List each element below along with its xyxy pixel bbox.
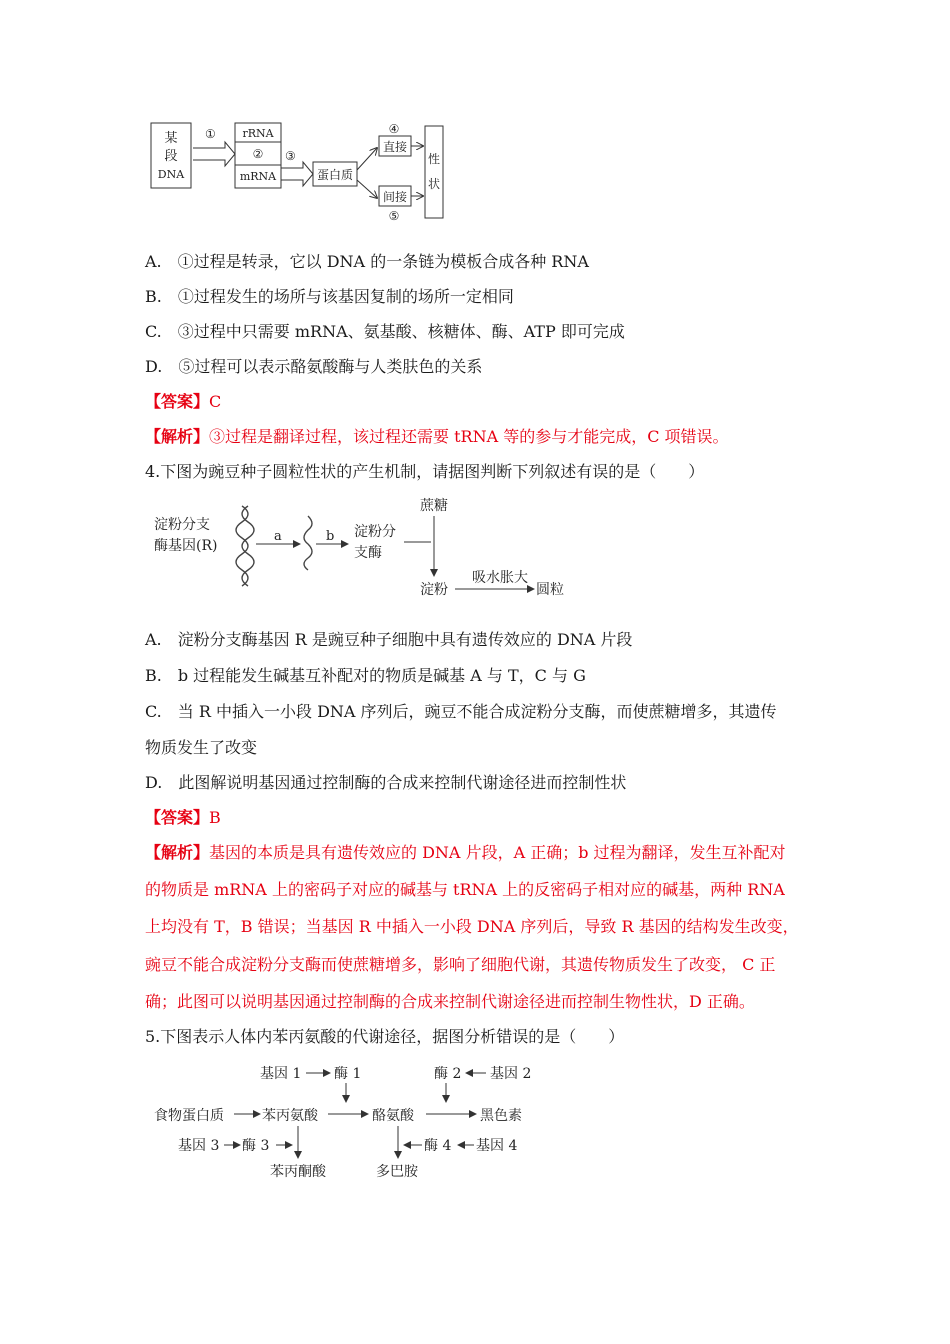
step-5-label: ⑤ [388, 209, 400, 223]
answer-value: B [209, 808, 221, 827]
mrna-label: mRNA [239, 170, 277, 183]
q3-option-b: B. ①过程发生的场所与该基因复制的场所一定相同 [145, 287, 514, 306]
q4-analysis-line4: 豌豆不能合成淀粉分支酶而使蔗糖增多，影响了细胞代谢，其遗传物质发生了改变， C 正 [145, 955, 776, 974]
trait-char-2: 状 [427, 177, 441, 191]
round-seed-label: 圆粒 [536, 582, 564, 598]
q4-analysis-line3: 上均没有 T，B 错误；当基因 R 中插入一小段 DNA 序列后，导致 R 基因的结构发生改变， [145, 917, 799, 936]
phenylpyruvic-acid-label: 苯丙酮酸 [270, 1164, 326, 1180]
gene-label-line1: 淀粉分支 [154, 517, 210, 533]
pea-seed-diagram [150, 494, 580, 606]
q4-analysis-line5: 确；此图可以说明基因通过控制酶的合成来控制代谢途径进而控制生物性状，D 正确。 [145, 992, 755, 1011]
enzyme2-label: 酶 2 [434, 1066, 462, 1082]
dopamine-label: 多巴胺 [376, 1164, 418, 1180]
q4-option-b: B. b 过程能发生碱基互补配对的物质是碱基 A 与 T，C 与 G [145, 666, 586, 685]
dna-box-char-2: 段 [164, 149, 178, 164]
process-b-label: b [326, 529, 335, 544]
q4-analysis-line1 [145, 843, 786, 863]
dna-box-char-3: DNA [157, 168, 185, 181]
q4-analysis-line2: 的物质是 mRNA 上的密码子对应的碱基与 tRNA 上的反密码子相对应的碱基，两种 RNA [145, 880, 785, 899]
step-2-label: ② [252, 147, 264, 161]
phenylalanine-label: 苯丙氨酸 [262, 1108, 318, 1124]
analysis-label: 【解析】 [145, 427, 210, 446]
rrna-label: rRNA [242, 127, 274, 140]
q4-option-d: D. 此图解说明基因通过控制酶的合成来控制代谢途径进而控制性状 [145, 773, 627, 792]
process-a-label: a [274, 529, 282, 544]
trait-char-1: 性 [427, 152, 441, 166]
melanin-label: 黑色素 [480, 1108, 522, 1124]
q3-option-c: C. ③过程中只需要 mRNA、氨基酸、核糖体、酶、ATP 即可完成 [145, 322, 625, 341]
enzyme-label-line1: 淀粉分 [354, 524, 396, 540]
enzyme-label-line2: 支酶 [354, 545, 382, 561]
analysis-text: ③过程是翻译过程，该过程还需要 tRNA 等的参与才能完成，C 项错误。 [209, 427, 729, 446]
q3-analysis [145, 427, 729, 447]
q4-option-c-line1: C. 当 R 中插入一小段 DNA 序列后，豌豆不能合成淀粉分支酶，而使蔗糖增多，其遗传 [145, 702, 777, 721]
answer-value: C [209, 392, 222, 411]
answer-label: 【答案】 [145, 392, 210, 411]
starch-label: 淀粉 [420, 582, 448, 598]
step-3-label: ③ [285, 149, 296, 163]
gene2-label: 基因 2 [490, 1066, 532, 1082]
analysis-label: 【解析】 [145, 843, 210, 862]
dna-box-char-1: 某 [164, 131, 178, 146]
q4-answer [145, 808, 221, 828]
direct-label: 直接 [382, 140, 408, 154]
q4-stem: 4.下图为豌豆种子圆粒性状的产生机制，请据图判断下列叙述有误的是（ ） [145, 462, 705, 481]
swell-label: 吸水胀大 [472, 570, 528, 586]
phenylalanine-pathway-diagram [150, 1058, 550, 1184]
gene3-label: 基因 3 [178, 1138, 220, 1154]
indirect-label: 间接 [382, 190, 408, 204]
gene1-label: 基因 1 [260, 1066, 302, 1082]
protein-label: 蛋白质 [316, 168, 354, 182]
answer-label: 【答案】 [145, 808, 210, 827]
q4-option-c-line2: 物质发生了改变 [145, 738, 258, 757]
q3-option-d: D. ⑤过程可以表示酪氨酸酶与人类肤色的关系 [145, 357, 483, 376]
q4-option-a: A. 淀粉分支酶基因 R 是豌豆种子细胞中具有遗传效应的 DNA 片段 [145, 630, 633, 649]
enzyme3-label: 酶 3 [242, 1138, 270, 1154]
gene-expression-diagram [145, 118, 455, 228]
tyrosine-label: 酪氨酸 [372, 1108, 414, 1124]
analysis-text: 基因的本质是具有遗传效应的 DNA 片段，A 正确；b 过程为翻译，发生互补配对 [209, 843, 786, 862]
enzyme4-label: 酶 4 [424, 1138, 452, 1154]
step-1-label: ① [205, 127, 216, 141]
enzyme1-label: 酶 1 [334, 1066, 362, 1082]
q3-option-a: A. ①过程是转录，它以 DNA 的一条链为模板合成各种 RNA [145, 252, 589, 271]
food-protein-label: 食物蛋白质 [154, 1108, 224, 1124]
q5-stem: 5.下图表示人体内苯丙氨酸的代谢途径，据图分析错误的是（ ） [145, 1027, 625, 1046]
gene4-label: 基因 4 [476, 1138, 518, 1154]
gene-label-line2: 酶基因(R) [154, 538, 218, 554]
q3-answer [145, 392, 221, 412]
step-4-label: ④ [388, 122, 400, 136]
sucrose-label: 蔗糖 [420, 498, 448, 514]
